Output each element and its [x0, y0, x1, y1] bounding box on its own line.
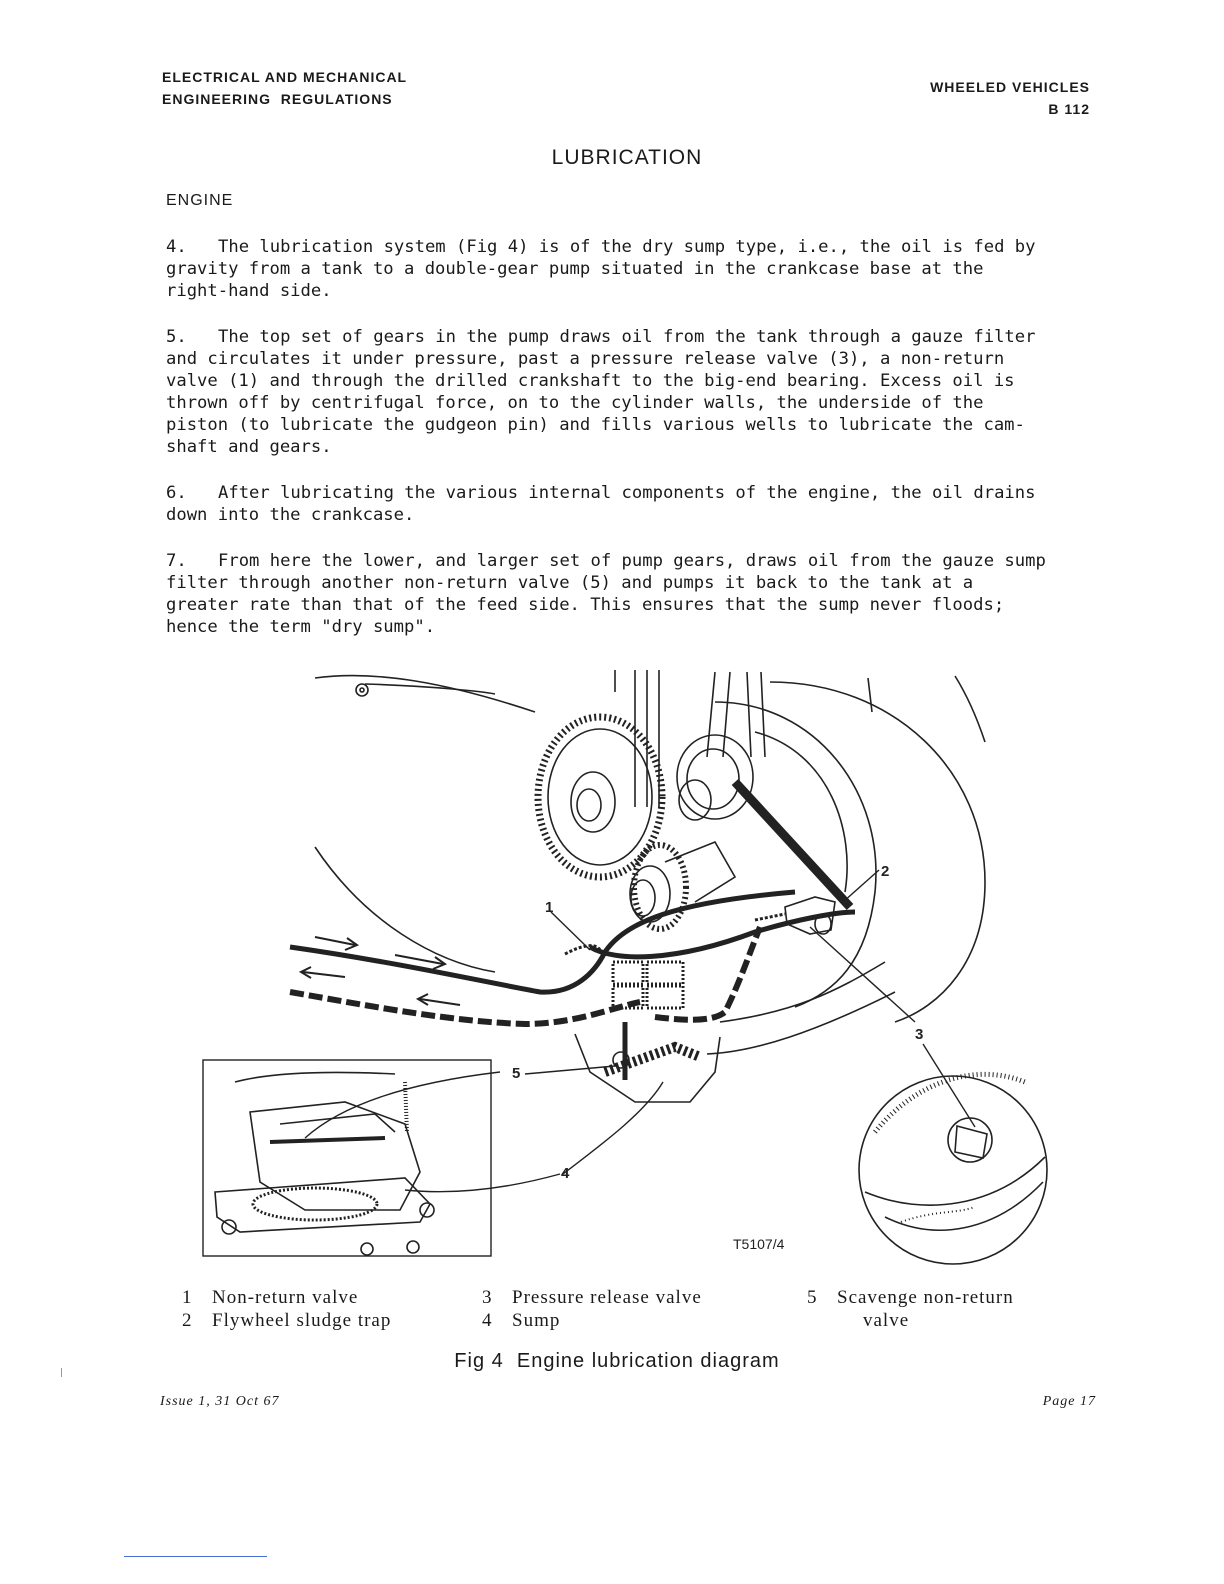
legend-label: Scavenge non-return — [837, 1287, 1014, 1308]
footer-page-number: Page 17 — [1042, 1394, 1096, 1409]
legend-label: Pressure release valve — [512, 1287, 702, 1308]
header-left-line1: ELECTRICAL AND MECHANICAL — [162, 69, 408, 85]
sludge-trap-magnified-inset — [859, 1074, 1047, 1264]
paragraph-line: piston (to lubricate the gudgeon pin) and fills various wells to lubricate the cam- — [166, 415, 1025, 435]
legend-num: 3 — [482, 1287, 493, 1308]
header-right-line2: B 112 — [1048, 101, 1090, 117]
paragraph-6 — [166, 482, 1116, 526]
figure-code: T5107/4 — [733, 1236, 785, 1252]
sump-filter-inset — [203, 1060, 491, 1256]
legend-num: 2 — [182, 1310, 193, 1331]
legend-label: Non-return valve — [212, 1287, 359, 1308]
paragraph-number: 5. — [166, 327, 187, 347]
sump — [575, 1022, 720, 1102]
paragraph-line: shaft and gears. — [166, 437, 332, 457]
bottom-rule — [124, 1556, 267, 1557]
engine-lubrication-diagram — [195, 662, 1065, 1272]
paragraph-line: hence the term "dry sump". — [166, 617, 436, 637]
camshaft-gear-icon — [538, 717, 662, 877]
callout-4: 4 — [561, 1165, 570, 1182]
callout-1: 1 — [545, 899, 554, 916]
paragraph-line: The top set of gears in the pump draws oil from the tank through a gauze filter — [218, 327, 1036, 347]
callout-5: 5 — [512, 1065, 521, 1082]
legend-column-3 — [807, 1286, 1014, 1332]
paragraph-5 — [166, 326, 1116, 458]
paragraph-line: right-hand side. — [166, 281, 332, 301]
paragraph-line: From here the lower, and larger set of pump gears, draws oil from the gauze sump — [218, 551, 1046, 571]
scavenge-return-pipe — [290, 927, 760, 1024]
paragraph-line: filter through another non-return valve (5) and pumps it back to the tank at a — [166, 573, 974, 593]
header-right-line1: WHEELED VEHICLES — [930, 79, 1090, 95]
paragraph-line: After lubricating the various internal components of the engine, the oil drains — [218, 483, 1036, 503]
legend-label-continued: valve — [863, 1310, 910, 1331]
callout-3: 3 — [915, 1026, 924, 1043]
paragraph-number: 6. — [166, 483, 187, 503]
paragraph-line: and circulates it under pressure, past a pressure release valve (3), a non-return — [166, 349, 1005, 369]
header-left-line2: ENGINEERING REGULATIONS — [162, 91, 393, 107]
paragraph-line: The lubrication system (Fig 4) is of the dry sump type, i.e., the oil is fed by — [218, 237, 1036, 257]
paragraph-line: valve (1) and through the drilled crankshaft to the big-end bearing. Excess oil is — [166, 371, 1015, 391]
paragraph-number: 7. — [166, 551, 187, 571]
bearing-housing — [677, 735, 753, 820]
figure-caption: Fig 4 Engine lubrication diagram — [454, 1350, 780, 1372]
paragraph-line: thrown off by centrifugal force, on to the cylinder walls, the underside of the — [166, 393, 984, 413]
legend-num: 1 — [182, 1287, 193, 1308]
paragraph-7 — [166, 550, 1116, 638]
legend-column-1 — [182, 1286, 391, 1332]
paragraph-line: greater rate than that of the feed side. This ensures that the sump never floods; — [166, 595, 1005, 615]
legend-label: Flywheel sludge trap — [212, 1310, 392, 1331]
crankcase-bolt-icon — [356, 684, 368, 696]
footer-issue: Issue 1, 31 Oct 67 — [160, 1394, 280, 1409]
legend-num: 4 — [482, 1310, 493, 1331]
oil-pump-gears-icon — [613, 962, 683, 1008]
page-title: LUBRICATION — [551, 146, 703, 169]
legend-column-2 — [482, 1286, 702, 1332]
paragraph-line: gravity from a tank to a double-gear pump situated in the crankcase base at the — [166, 259, 984, 279]
legend-label: Sump — [512, 1310, 561, 1331]
paragraph-4 — [166, 236, 1116, 302]
paragraph-line: down into the crankcase. — [166, 505, 415, 525]
legend-num: 5 — [807, 1287, 818, 1308]
header-left — [162, 66, 407, 110]
margin-mark — [61, 1368, 62, 1377]
header-right — [930, 76, 1090, 120]
section-heading: ENGINE — [166, 192, 234, 209]
callout-2: 2 — [881, 863, 890, 880]
flywheel — [715, 676, 985, 1022]
paragraph-number: 4. — [166, 237, 187, 257]
